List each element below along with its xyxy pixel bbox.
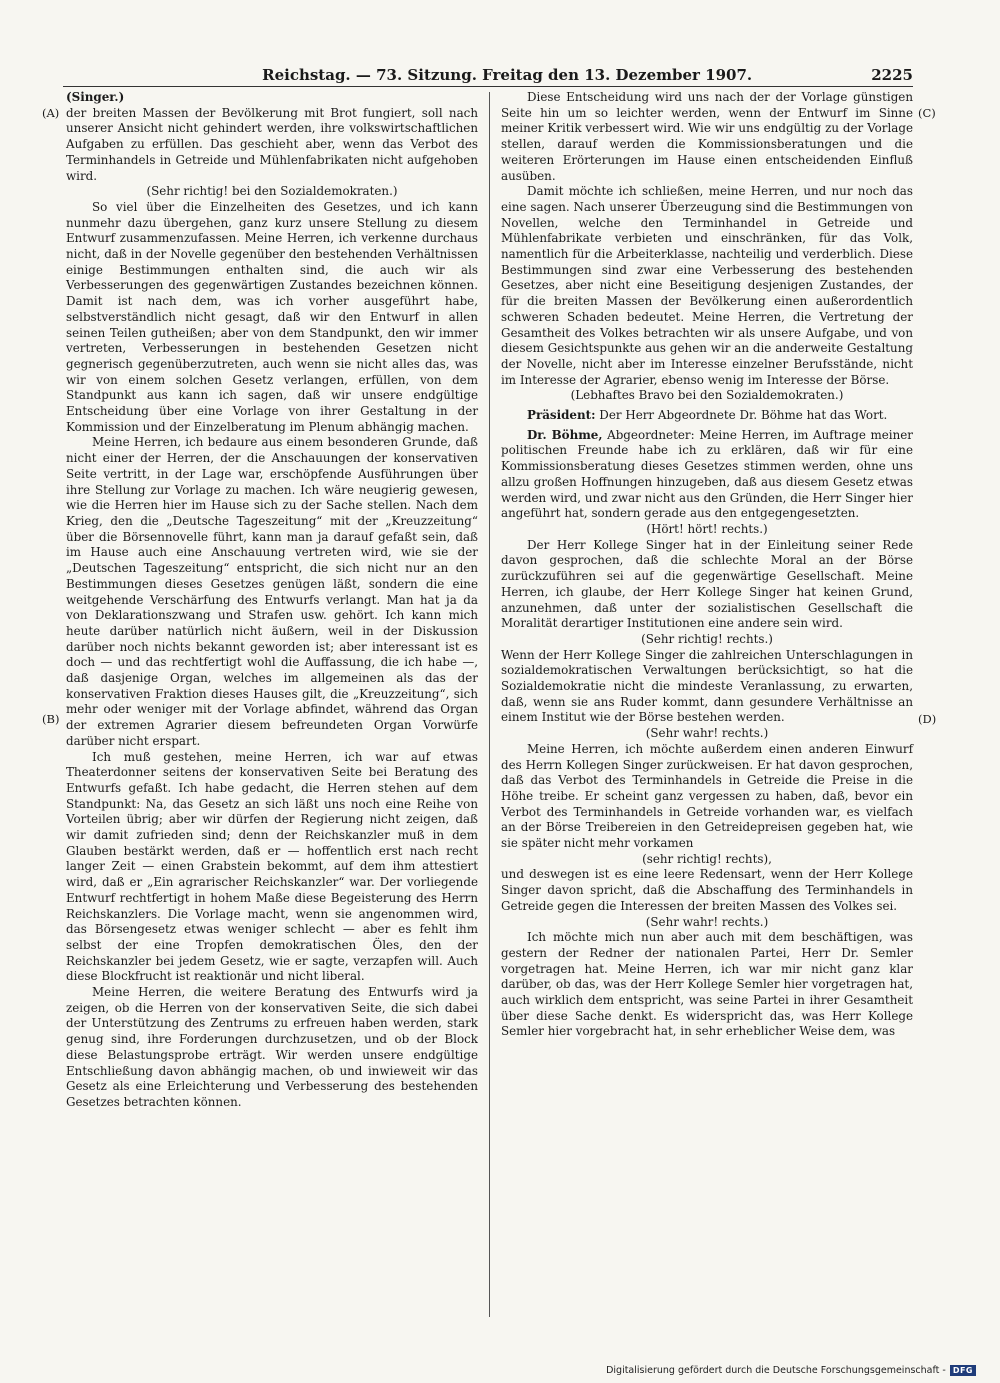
speech-text: Abgeordneter: Meine Herren, im Auftrage meiner politischen Freunde habe ich zu erklären, daß wir für eine Kommissionsberatung dieses Gesetzes stimmen werden, ohne uns allzu großen Hoffnungen hinzugeben, daß aus diesem Gesetz etwas werden wird, und zwar nicht aus den Gründen, die Herr Singer hier angeführt hat, sondern gerade aus den entgegengesetzten. — [501, 427, 913, 521]
paragraph: Meine Herren, ich möchte außerdem einen anderen Einwurf des Herrn Kollegen Singer zurückweisen. Er hat davon gesprochen, daß das Verbot des Terminhandels in Getreide die Preise in die Höhe treibe. Er scheint ganz vergessen zu haben, daß, bevor ein Verbot des Terminhandels in Getreide vorhanden war, es vielfach an der Börse Treibereien in den Getreidepreisen gegeben hat, wie sie später nicht mehr vorkamen — [501, 741, 913, 851]
paragraph: Der Herr Kollege Singer hat in der Einleitung seiner Rede davon gesprochen, daß die schlechte Moral an der Börse zurückzuführen sei auf die gegenwärtige Gesellschaft. Meine Herren, ich glaube, der Herr Kollege Singer hat keinen Grund, anzunehmen, daß unter der sozialistischen Gesellschaft die Moralität derartiger Institutionen eine andere sein wird. — [501, 537, 913, 631]
speaker-name: Präsident: — [527, 408, 596, 423]
paragraph: Wenn der Herr Kollege Singer die zahlreichen Unterschlagungen in sozialdemokratischen Verwaltungen berücksichtigt, so hat die Sozialdemokratie nicht die mindeste Veranlassung, zu erwarten, daß, wenn sie ans Ruder kommt, dann gesundere Verhältnisse an einem Institut wie der Börse bestehen werden. — [501, 647, 913, 725]
interjection: (Hört! hört! rechts.) — [646, 521, 768, 536]
speech-text: Der Herr Abgeordnete Dr. Böhme hat das Wort. — [595, 408, 888, 423]
header-title: Reichstag. — 73. Sitzung. Freitag den 13. Dezember 1907. — [262, 66, 753, 84]
paragraph: Ich möchte mich nun aber auch mit dem beschäftigen, was gestern der Redner der nationalen Partei, Herr Dr. Semler vorgetragen hat. Meine Herren, ich war mir nicht ganz klar darüber, ob das, was der Herr Kollege Semler hier vorgetragen hat, auch wirklich dem entspricht, was seine Partei in ihrer Gesamtheit über diese Sache denkt. Es widerspricht das, was Herr Kollege Semler hier vorgebracht hat, in sehr erheblicher Weise dem, was — [501, 930, 913, 1039]
paragraph: Ich muß gestehen, meine Herren, ich war auf etwas Theaterdonner seitens der konservativen Seite bei Beratung des Entwurfs gefaßt. Ich habe gedacht, die Herren stehen auf dem Standpunkt: Na, das Gesetz an sich läßt uns noch eine Reihe von Vorteilen übrig; aber wir dürfen der Regierung nicht zeigen, daß wir damit zufrieden sind; denn der Reichskanzler muß in dem Glauben bestärkt werden, daß er — hoffentlich erst nach recht langer Zeit — einen Grabstein bekommt, auf dem ihm attestiert wird, daß er „Ein agrarischer Reichskanzler“ war. Der vorliegende Entwurf rechtfertigt in hohem Maße diese Begeisterung des Herrn Reichskanzlers. Die Vorlage macht, wenn sie angenommen wird, das Börsengesetz etwas weniger schlecht — aber es fehlt ihm selbst der eine Tropfen demokratischen Öles, den der Reichskanzler bei jedem Gesetz, wie er sagte, verzapfen will. Auch diese Blockfrucht ist reaktionär und nicht liberal. — [66, 749, 478, 984]
interjection: (sehr richtig! rechts), — [642, 851, 772, 866]
speaker-label: (Singer.) — [66, 90, 125, 104]
speaker-name: Dr. Böhme, — [527, 427, 603, 442]
digitization-footer — [606, 1362, 976, 1378]
paragraph: So viel über die Einzelheiten des Gesetzes, und ich kann nunmehr dazu übergehen, ganz kurz unsere Stellung zu diesem Entwurf zusammenzufassen. Meine Herren, ich verkenne durchaus nicht, daß in der Novelle gegenüber den bestehenden Verhältnissen einige Bestimmungen enthalten sind, die auch wir als Verbesserungen des gegenwärtigen Zustandes bezeichnen können. Damit ist nach dem, was ich vorher ausgeführt habe, selbstverständlich nicht gesagt, daß wir den Entwurf in allen seinen Teilen gutheißen; aber von dem Standpunkt, den wir immer vertreten, Verbesserungen in bestehenden Gesetzen nicht gegnerisch gegenüberzutreten, auch wenn sie nicht alles das, was wir von einem solchen Gesetz verlangen, erfüllen, von dem Standpunkt aus kann ich sagen, daß wir unsere endgültige Entscheidung über eine Vorlage von ihrer Gestaltung in der Kommission und der Einzelberatung im Plenum abhängig machen. — [66, 199, 478, 434]
paragraph: der breiten Massen der Bevölkerung mit Brot fungiert, soll nach unserer Ansicht nicht gehindert werden, ihre volkswirtschaftlichen Aufgaben zu erfüllen. Das geschieht aber, wenn das Verbot des Terminhandels in Getreide und Mühlenfabrikaten nicht aufgehoben wird. — [66, 105, 478, 183]
paragraph: Damit möchte ich schließen, meine Herren, und nur noch das eine sagen. Nach unserer Überzeugung sind die Bestimmungen von Novellen, welche den Terminhandel in Getreide und Mühlenfabrikate verbieten und einschränken, für das Volk, namentlich für die Arbeiterklasse, nachteilig und verderblich. Diese Bestimmungen sind zwar eine Verbesserung des bestehenden Gesetzes, aber nicht eine Beseitigung desjenigen Zustandes, der für die breiten Massen der Bevölkerung einen außerordentlich schweren Schaden bedeutet. Meine Herren, die Vertretung der Gesamtheit des Volkes betrachten wir als unsere Aufgabe, und von diesem Gesichtspunkte aus gehen wir an die anderweite Gestaltung der Novelle, nicht aber im Interesse einzelner Berufsstände, nicht im Interesse der Agrarier, ebenso wenig im Interesse der Börse. — [501, 184, 913, 387]
footer-text: Digitalisierung gefördert durch die Deutsche Forschungsgemeinschaft - — [606, 1364, 946, 1376]
interjection: (Sehr richtig! bei den Sozialdemokraten.) — [146, 184, 398, 199]
dfg-logo-icon: DFG — [950, 1365, 976, 1376]
right-column — [501, 90, 913, 1040]
margin-marker-d: (D) — [918, 712, 937, 726]
margin-marker-b: (B) — [42, 712, 60, 726]
interjection: (Sehr richtig! rechts.) — [641, 631, 773, 646]
paragraph — [501, 428, 913, 522]
left-column — [66, 90, 478, 1111]
interjection: (Sehr wahr! rechts.) — [645, 726, 769, 741]
margin-marker-c: (C) — [918, 106, 936, 120]
paragraph: Meine Herren, ich bedaure aus einem besonderen Grunde, daß nicht einer der Herren, der die Anschauungen der konservativen Seite vertritt, in der Lage war, erschöpfende Ausführungen über ihre Stellung zur Vorlage zu machen. Ich wäre neugierig gewesen, wie die Herren hier im Hause sich zu der Sache stellen. Nach dem Krieg, den die „Deutsche Tageszeitung“ mit der „Kreuzzeitung“ über die Börsennovelle führt, kann man ja darauf gefaßt sein, daß im Hause auch eine Anschauung vertreten wird, wie sie der „Deutschen Tageszeitung“ entspricht, die sich nicht nur an den Bestimmungen dieses Gesetzes genügen läßt, sondern die eine weitgehende Verschärfung des Entwurfs verlangt. Man hat ja da von Deklarationszwang und Strafen usw. gehört. Ich kann mich heute darüber natürlich nicht äußern, weil in der Diskussion darüber noch nichts bekannt geworden ist; aber interessant ist es doch — und das rechtfertigt wohl die Auffassung, die ich habe —, daß dasjenige Organ, welches im allgemeinen als das der konservativen Fraktion dieses Hauses gilt, die „Kreuzzeitung“, sich mehr oder weniger mit der Vorlage abfindet, während das Organ der extremen Agrarier diesem befreundeten Organ Vorwürfe darüber nicht erspart. — [66, 435, 478, 748]
interjection: (Sehr wahr! rechts.) — [645, 914, 769, 929]
margin-marker-a: (A) — [42, 106, 60, 120]
paragraph: Diese Entscheidung wird uns nach der der Vorlage günstigen Seite hin um so leichter werden, wenn der Entwurf im Sinne meiner Kritik verbessert wird. Wie wir uns endgültig zu der Vorlage stellen, darauf werden die Kommissionsberatungen und die weiteren Erörterungen im Hause einen entscheidenden Einfluß ausüben. — [501, 90, 913, 183]
column-divider — [489, 92, 490, 1317]
header-rule — [63, 86, 913, 87]
page-header — [63, 60, 913, 84]
paragraph — [501, 408, 913, 424]
paragraph: und deswegen ist es eine leere Redensart, wenn der Herr Kollege Singer davon spricht, daß die Abschaffung des Terminhandels in Getreide gegen die Interessen der breiten Massen des Volkes sei. — [501, 867, 913, 913]
paragraph: Meine Herren, die weitere Beratung des Entwurfs wird ja zeigen, ob die Herren von der konservativen Seite, die sich dabei der Unterstützung des Zentrums zu erfreuen haben werden, stark genug sind, ihre Forderungen durchzusetzen, und ob der Block diese Belastungsprobe erträgt. Wir werden unsere endgültige Entschließung davon abhängig machen, ob und inwieweit wir das Gesetz als eine Erleichterung und Verbesserung des bestehenden Gesetzes betrachten können. — [66, 985, 478, 1109]
interjection: (Lebhaftes Bravo bei den Sozialdemokraten.) — [570, 388, 844, 403]
page-number: 2225 — [871, 66, 913, 84]
